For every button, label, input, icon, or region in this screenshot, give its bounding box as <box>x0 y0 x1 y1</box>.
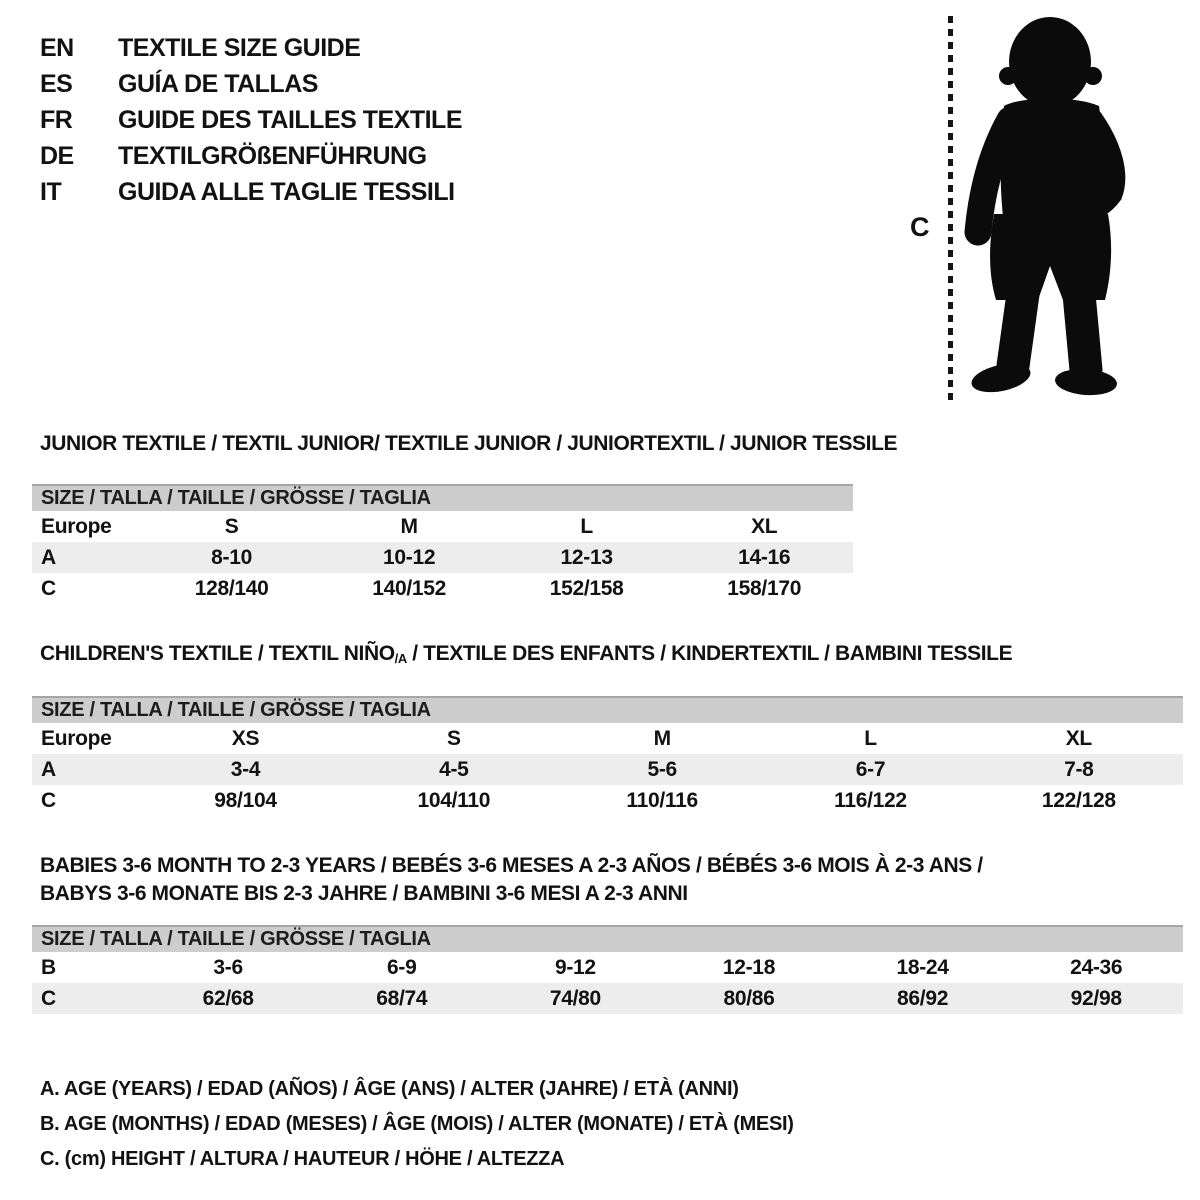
table-cell: 3-6 <box>213 955 243 979</box>
lang-title: TEXTILGRÖßENFÜHRUNG <box>118 141 427 170</box>
lang-code: FR <box>40 105 73 134</box>
table-cell: S <box>224 514 239 538</box>
table-cell: 12-13 <box>498 542 676 573</box>
table-cell: 18-24 <box>896 955 949 979</box>
table-cell: A <box>32 542 143 573</box>
legend-line-b: B. AGE (MONTHS) / EDAD (MESES) / ÂGE (MOIS) / ALTER (MONATE) / ETÀ (MESI) <box>40 1113 794 1135</box>
table-cell: XS <box>231 726 260 750</box>
table-cell: 104/110 <box>417 788 491 812</box>
table-cell: C <box>32 983 141 1014</box>
table-cell: A <box>32 754 141 785</box>
table-row-columns <box>32 723 1183 754</box>
table-cell: 10-12 <box>320 542 498 573</box>
table-cell: 140/152 <box>372 576 447 600</box>
lang-row-fr <box>40 102 462 138</box>
lang-row-es <box>40 66 462 102</box>
title-subscript: /A <box>394 651 407 666</box>
lang-row-it <box>40 174 462 210</box>
table-row-height <box>32 785 1183 816</box>
title-line2: BABYS 3-6 MONATE BIS 2-3 JAHRE / BAMBINI 3-6 MESI A 2-3 ANNI <box>40 882 688 905</box>
table-cell: 7-8 <box>975 754 1183 785</box>
lang-title: TEXTILE SIZE GUIDE <box>118 33 361 62</box>
section-babies-textile <box>32 852 1183 1014</box>
title-part: / TEXTILE DES ENFANTS / KINDERTEXTIL / BAMBINI TESSILE <box>406 642 1013 665</box>
children-size-table <box>32 723 1183 816</box>
table-cell: 24-36 <box>1070 955 1123 979</box>
language-header <box>40 30 462 210</box>
table-cell: L <box>864 726 877 750</box>
section-title: JUNIOR TEXTILE / TEXTIL JUNIOR/ TEXTILE JUNIOR / JUNIORTEXTIL / JUNIOR TESSILE <box>40 432 898 455</box>
section-childrens-textile <box>32 642 1183 816</box>
table-cell: 86/92 <box>836 983 1010 1014</box>
table-cell: Europe <box>41 514 112 538</box>
table-cell: 74/80 <box>489 983 663 1014</box>
lang-code: IT <box>40 177 62 206</box>
legend-line-c: C. (cm) HEIGHT / ALTURA / HAUTEUR / HÖHE / ALTEZZA <box>40 1148 565 1170</box>
table-cell: XL <box>1065 726 1092 750</box>
table-cell: 5-6 <box>558 754 766 785</box>
legend-line-a: A. AGE (YEARS) / EDAD (AÑOS) / ÂGE (ANS) / ALTER (JAHRE) / ETÀ (ANNI) <box>40 1078 739 1100</box>
table-cell: 68/74 <box>315 983 489 1014</box>
table-row-height <box>32 573 853 604</box>
table-cell: B <box>41 955 56 979</box>
table-row-height <box>32 983 1183 1014</box>
table-cell: Europe <box>41 726 112 750</box>
table-row-age-months <box>32 952 1183 983</box>
lang-code: DE <box>40 141 74 170</box>
lang-code: EN <box>40 33 74 62</box>
table-cell: 128/140 <box>194 576 269 600</box>
size-header-bar: SIZE / TALLA / TAILLE / GRÖSSE / TAGLIA <box>32 696 1183 723</box>
lang-title: GUIDA ALLE TAGLIE TESSILI <box>118 177 455 206</box>
table-cell: XL <box>751 514 778 538</box>
table-cell: 110/116 <box>626 788 698 812</box>
height-dashed-line <box>948 16 953 402</box>
table-cell: 9-12 <box>554 955 596 979</box>
height-label-c: C <box>910 212 930 242</box>
table-row-columns <box>32 511 853 542</box>
table-cell: C <box>41 788 56 812</box>
table-row-age <box>32 754 1183 785</box>
table-cell: M <box>653 726 671 750</box>
table-cell: 152/158 <box>549 576 624 600</box>
table-cell: 116/122 <box>834 788 907 812</box>
junior-size-table <box>32 511 853 604</box>
table-cell: 98/104 <box>214 788 277 812</box>
table-cell: 12-18 <box>722 955 776 979</box>
section-title <box>40 642 1183 671</box>
table-cell: S <box>446 726 461 750</box>
table-cell: 14-16 <box>675 542 853 573</box>
title-part: CHILDREN'S TEXTILE / TEXTIL NIÑO <box>40 642 395 665</box>
table-cell: 6-7 <box>766 754 974 785</box>
table-cell: 92/98 <box>1009 983 1183 1014</box>
lang-title: GUIDE DES TAILLES TEXTILE <box>118 105 463 134</box>
section-junior-textile <box>32 432 898 604</box>
size-header-bar: SIZE / TALLA / TAILLE / GRÖSSE / TAGLIA <box>32 925 1183 952</box>
table-cell: 122/128 <box>1041 788 1116 812</box>
lang-title: GUÍA DE TALLAS <box>118 69 318 98</box>
table-cell: 158/170 <box>727 576 802 600</box>
legend <box>40 1072 794 1177</box>
table-cell: 6-9 <box>387 955 417 979</box>
table-row-age <box>32 542 853 573</box>
size-header-bar: SIZE / TALLA / TAILLE / GRÖSSE / TAGLIA <box>32 484 853 511</box>
lang-row-de <box>40 138 462 174</box>
table-cell: 3-4 <box>141 754 349 785</box>
babies-size-table <box>32 952 1183 1014</box>
table-cell: C <box>41 576 56 600</box>
table-cell: 80/86 <box>662 983 836 1014</box>
title-line1: BABIES 3-6 MONTH TO 2-3 YEARS / BEBÉS 3-6 MESES A 2-3 AÑOS / BÉBÉS 3-6 MOIS À 2-3 ANS / <box>40 854 983 877</box>
section-title <box>40 852 1183 908</box>
table-cell: 8-10 <box>143 542 321 573</box>
table-cell: 4-5 <box>350 754 558 785</box>
table-cell: 62/68 <box>141 983 315 1014</box>
lang-code: ES <box>40 69 73 98</box>
lang-row-en <box>40 30 462 66</box>
baby-silhouette-image <box>962 14 1138 406</box>
table-cell: M <box>400 514 418 538</box>
table-cell: L <box>580 514 593 538</box>
